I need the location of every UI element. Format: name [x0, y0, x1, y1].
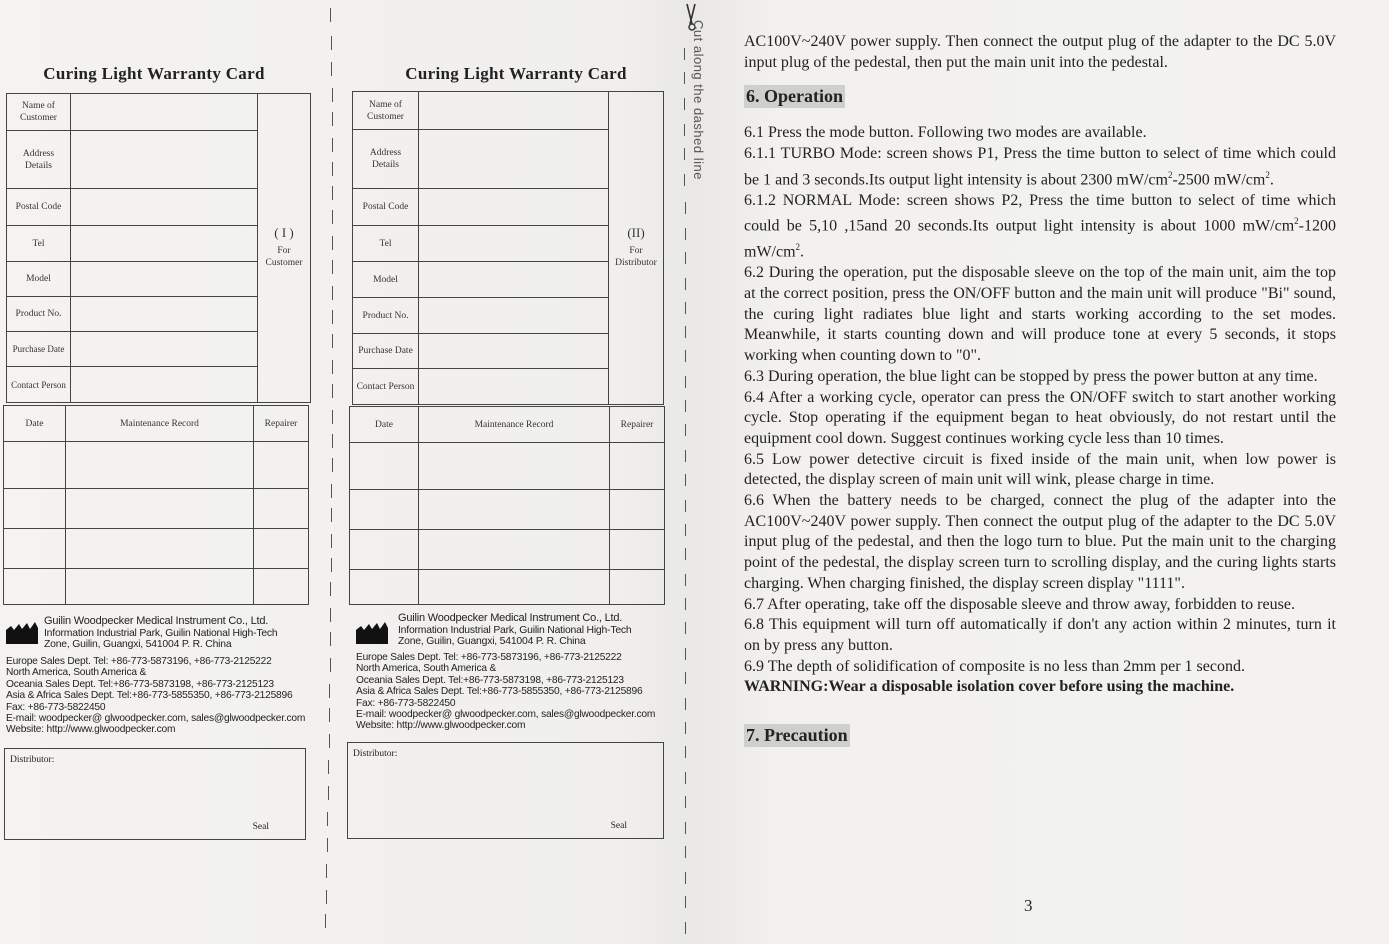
section-title-precaution: 7. Precaution [746, 725, 848, 746]
value-product-no[interactable] [71, 297, 258, 332]
label-purchase-date: Purchase Date [353, 334, 419, 369]
value-name-of-customer[interactable] [419, 92, 609, 130]
maintenance-record-table [3, 405, 309, 605]
header-repairer: Repairer [610, 407, 665, 443]
maintenance-record-table [349, 406, 665, 605]
paragraph-6-6: 6.6 When the battery needs to be charged, connect the plug of the adapter into the AC100V~240V power supply. Then connect the output plug of the adapter to the DC 5.0V input plug of the pedestal, and then the logo turn to blue. Put the main unit to the charging point of the pedestal, the display screen turn to scrolling display, and the curing lights starts charging. When charging finished, the display screen display "1111". [744, 492, 1336, 592]
table-row [350, 570, 665, 605]
value-tel[interactable] [419, 226, 609, 262]
label-address-details: Address Details [353, 130, 419, 189]
customer-info-table [6, 93, 311, 403]
label-model: Model [7, 262, 71, 297]
header-maintenance-record: Maintenance Record [66, 406, 254, 442]
label-address-details: Address Details [7, 131, 71, 189]
paragraph-6-1: 6.1 Press the mode button. Following two modes are available. [744, 124, 1147, 142]
value-purchase-date[interactable] [71, 332, 258, 367]
table-row [4, 489, 309, 529]
woodpecker-logo-icon [356, 620, 388, 644]
paragraph-6-7: 6.7 After operating, take off the disposable sleeve and throw away, forbidden to reuse. [744, 595, 1295, 613]
card-title: Curing Light Warranty Card [405, 64, 627, 83]
company-contacts: Europe Sales Dept. Tel: +86-773-5873196, +86-773-2125222 North America, South America & Oceania Sales Dept. Tel:+86-773-5873198, +86-773-2125123 Asia & Africa Sales Dept. Tel:+86-773-5855350, +86-773-2125896 Fax: +86-773-5822450 E-mail: woodpecker@ glwoodpecker.com, sales@glwoodpecker.com Website: http://www.glwoodpecker.com [356, 652, 656, 732]
value-postal-code[interactable] [419, 189, 609, 226]
label-tel: Tel [7, 226, 71, 262]
value-contact-person[interactable] [71, 367, 258, 403]
value-purchase-date[interactable] [419, 334, 609, 369]
intro-paragraph: AC100V~240V power supply. Then connect the output plug of the adapter to the DC 5.0V input plug of the pedestal, then put the main unit into the pedestal. [744, 33, 1336, 71]
company-address: Guilin Woodpecker Medical Instrument Co., Ltd. Information Industrial Park, Guilin National High-Tech Zone, Guilin, Guangxi, 541004 P. R. China [44, 616, 314, 651]
label-tel: Tel [353, 226, 419, 262]
table-row [350, 530, 665, 570]
company-name: Guilin Woodpecker Medical Instrument Co., Ltd. [44, 615, 269, 627]
seal-label: Seal [252, 822, 269, 832]
value-contact-person[interactable] [419, 369, 609, 405]
distributor-label: Distributor: [353, 749, 398, 759]
label-postal-code: Postal Code [7, 189, 71, 226]
company-name: Guilin Woodpecker Medical Instrument Co., Ltd. [398, 612, 623, 624]
company-contacts: Europe Sales Dept. Tel: +86-773-5873196, +86-773-2125222 North America, South America & Oceania Sales Dept. Tel:+86-773-5873198, +86-773-2125123 Asia & Africa Sales Dept. Tel:+86-773-5855350, +86-773-2125896 Fax: +86-773-5822450 E-mail: woodpecker@ glwoodpecker.com, sales@glwoodpecker.com Website: http://www.glwoodpecker.com [6, 656, 306, 736]
woodpecker-logo-icon [6, 620, 38, 644]
distributor-label: Distributor: [10, 755, 55, 765]
table-row [4, 569, 309, 605]
value-tel[interactable] [71, 226, 258, 262]
label-model: Model [353, 262, 419, 298]
paragraph-6-2: 6.2 During the operation, put the disposable sleeve on the top of the main unit, aim the top at the correct position, press the ON/OFF button and the main unit will produce "Bi" sound, the curing light radiates blue light and starts working according to the set modes. Meanwhile, it starts counting down and will produce tone at every 5 seconds, it stops working when counting down to "0". [744, 264, 1336, 365]
copy-roman-numeral: (II) [627, 225, 645, 240]
distributor-box[interactable] [347, 742, 664, 839]
paragraph-6-5: 6.5 Low power detective circuit is fixed inside of the main unit, when low power is detected, the display screen of main unit will wink, please charge in time. [744, 450, 1336, 489]
value-name-of-customer[interactable] [71, 94, 258, 131]
label-name-of-customer: Name of Customer [7, 94, 71, 131]
warning-text: WARNING:Wear a disposable isolation cover before using the machine. [744, 678, 1235, 696]
table-row [350, 443, 665, 490]
label-contact-person: Contact Person [7, 367, 71, 403]
table-row [4, 442, 309, 489]
value-model[interactable] [71, 262, 258, 297]
paragraph-6-1-1: 6.1.1 TURBO Mode: screen shows P1, Press the time button to select of time which could be 1 and 3 seconds.Its output light intensity is about 2300 $mW/cm^2-2500$ $mW/cm^2$. [744, 144, 1336, 188]
value-address-details[interactable] [419, 130, 609, 189]
value-postal-code[interactable] [71, 189, 258, 226]
distributor-box[interactable] [4, 748, 306, 840]
section-title-operation: 6. Operation [746, 86, 843, 107]
label-postal-code: Postal Code [353, 189, 419, 226]
value-address-details[interactable] [71, 131, 258, 189]
page-number: 3 [1024, 896, 1033, 915]
label-name-of-customer: Name of Customer [353, 92, 419, 130]
paragraph-6-4: 6.4 After a working cycle, operator can press the ON/OFF switch to start another working cycle. Stop operating if the equipment began to heat obviously, do not restart until the equipment cool down. Suggest continues working cycle less than 10 times. [744, 388, 1336, 447]
customer-copy-marker: ( I ) For Customer [258, 94, 311, 403]
paragraph-6-8: 6.8 This equipment will turn off automatically if don't any action within 2 minutes, turn it on by press any button. [744, 616, 1336, 654]
paragraph-6-9: 6.9 The depth of solidification of composite is no less than 2mm per 1 second. [744, 657, 1245, 675]
seal-label: Seal [610, 821, 627, 831]
value-model[interactable] [419, 262, 609, 298]
company-address: Guilin Woodpecker Medical Instrument Co., Ltd. Information Industrial Park, Guilin National High-Tech Zone, Guilin, Guangxi, 541004 P. R. China [398, 613, 678, 648]
table-row [4, 529, 309, 569]
manual-page [744, 32, 1336, 748]
cut-along-dashed-line-label: Cut along the dashed line [691, 20, 706, 180]
label-product-no: Product No. [353, 298, 419, 334]
label-purchase-date: Purchase Date [7, 332, 71, 367]
header-repairer: Repairer [254, 406, 309, 442]
paragraph-6-3: 6.3 During operation, the blue light can be stopped by press the power button at any time. [744, 367, 1318, 385]
distributor-info-table [352, 91, 664, 405]
header-maintenance-record: Maintenance Record [419, 407, 610, 443]
value-product-no[interactable] [419, 298, 609, 334]
label-contact-person: Contact Person [353, 369, 419, 405]
header-date: Date [4, 406, 66, 442]
paragraph-6-1-2: 6.1.2 NORMAL Mode: screen shows P2, Press the time button to select of time which could be 5,10 ,15and 20 seconds.Its output light intensity is about 1000 $mW/cm^2-1200$ $mW/cm^2$. [744, 191, 1336, 261]
table-row [350, 490, 665, 530]
card-title: Curing Light Warranty Card [43, 64, 265, 83]
label-product-no: Product No. [7, 297, 71, 332]
header-date: Date [350, 407, 419, 443]
copy-roman-numeral: ( I ) [274, 225, 294, 240]
distributor-copy-marker: (II) For Distributor [609, 92, 664, 405]
